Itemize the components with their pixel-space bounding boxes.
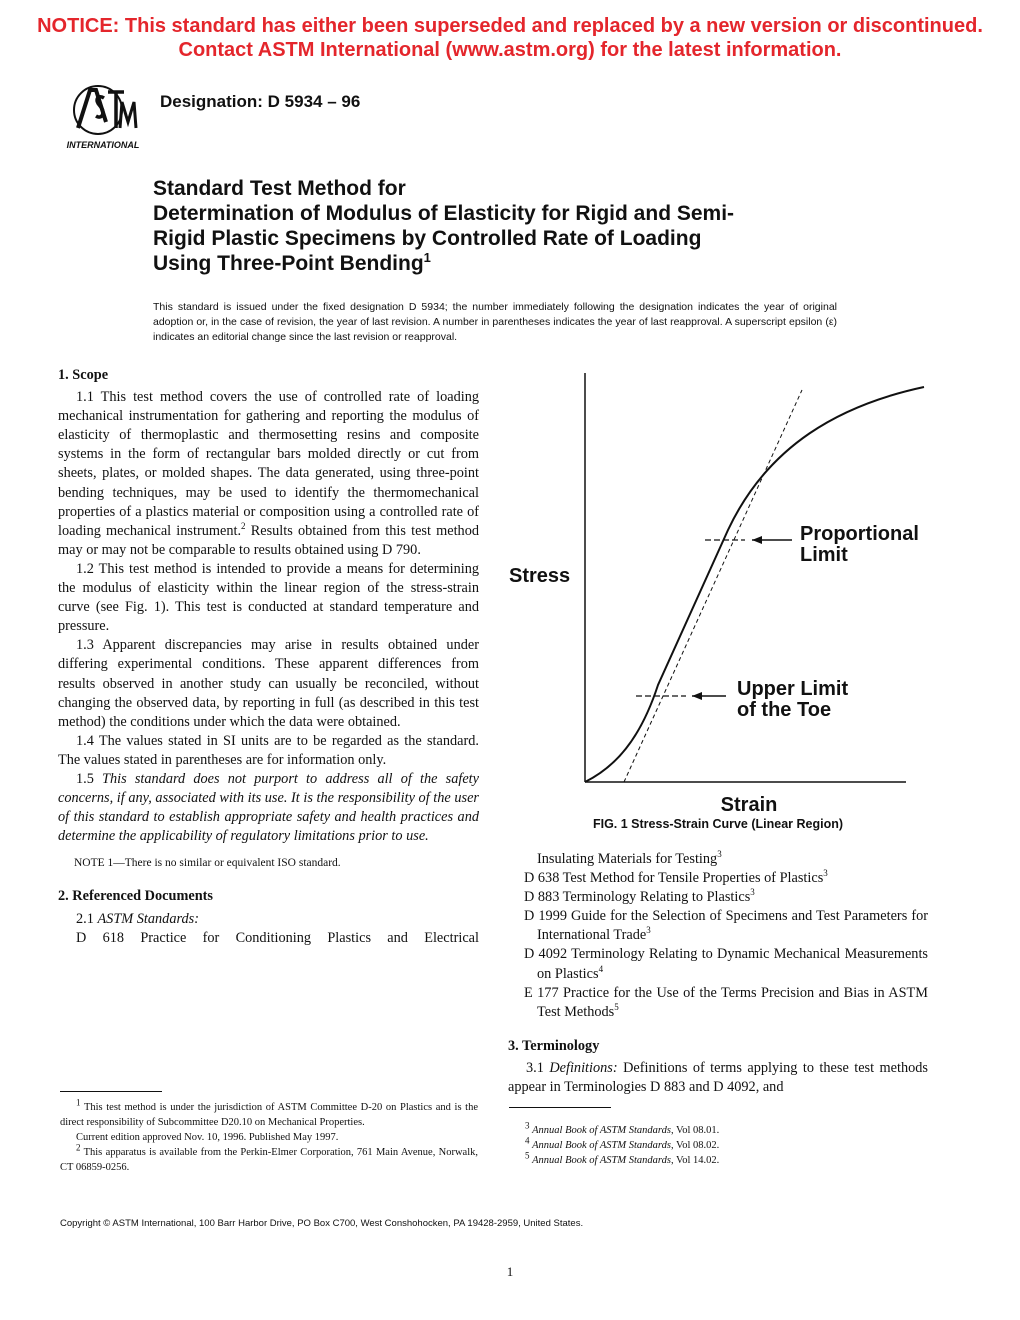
proportional-label-line-1: Proportional xyxy=(800,523,919,545)
title-line-3: Rigid Plastic Specimens by Controlled Rate of Loading xyxy=(153,227,702,250)
title-line-1: Standard Test Method for xyxy=(153,177,406,200)
footnote-rule xyxy=(60,1091,162,1092)
figure-caption: FIG. 1 Stress-Strain Curve (Linear Region) xyxy=(592,817,844,831)
supersede-notice xyxy=(0,14,1020,62)
toe-limit-arrowhead xyxy=(692,692,702,700)
reference-d618-start: D 618 Practice for Conditioning Plastics and Electrical xyxy=(76,929,479,946)
footnote-1-edition: Current edition approved Nov. 10, 1996. Published May 1997. xyxy=(76,1132,339,1143)
footnotes-left xyxy=(60,1091,478,1175)
section-heading-terminology: 3. Terminology xyxy=(508,1037,600,1054)
reference-d638: D 638 Test Method for Tensile Properties of Plastics$^3$ xyxy=(524,868,828,887)
paragraph-2-1: 2.1 ASTM Standards: xyxy=(76,910,199,927)
paragraph-1-5: 1.5 This standard does not purport to address all of the safety concerns, if any, associated with its use. It is the responsibility of the user of this standard to establish appropriate safety and health practices and determine the applicability of regulatory limitations prior to use. xyxy=(58,770,479,845)
footnote-2: $^2$ This apparatus is available from the Perkin-Elmer Corporation, 761 Main Avenue, Norwalk, CT 06859-0256. xyxy=(60,1142,478,1173)
x-axis-label: Strain xyxy=(720,794,778,816)
reference-d1999: D 1999 Guide for the Selection of Specimens and Test Parameters for International Trade$^3$ xyxy=(524,908,928,944)
document-title xyxy=(153,176,853,276)
paragraph-1-2: 1.2 This test method is intended to provide a means for determining the modulus of elasticity within the linear region of the stress-strain curve (see Fig. 1). This test is conducted at standard temperature and pressure. xyxy=(58,560,479,635)
astm-logo xyxy=(60,82,146,152)
reference-d883: D 883 Terminology Relating to Plastics$^3$ xyxy=(524,887,755,906)
y-axis-label: Stress xyxy=(509,565,571,587)
notice-line-1: NOTICE: This standard has either been superseded and replaced by a new version or discontinued. xyxy=(37,15,983,37)
reference-d4092: D 4092 Terminology Relating to Dynamic Mechanical Measurements on Plastics$^4$ xyxy=(524,946,928,982)
designation: Designation: D 5934 – 96 xyxy=(160,92,361,111)
paragraph-1-4: 1.4 The values stated in SI units are to be regarded as the standard. The values stated in parentheses are for information only. xyxy=(58,732,479,768)
reference-d618-end: Insulating Materials for Testing$^3$ xyxy=(537,849,722,867)
paragraph-1-3: 1.3 Apparent discrepancies may arise in results obtained under differing experimental conditions. These apparent differences from results observed in another study can usually be reconciled, without changing the observed data, by reporting in full (as described in this test method) the conditions under which the data were obtained. xyxy=(58,637,479,730)
toe-label-line-1: Upper Limit xyxy=(737,678,849,700)
footnote-3: $^3$ Annual Book of ASTM Standards, Vol 08.01. xyxy=(525,1120,720,1136)
paragraph-1-1: 1.1 This test method covers the use of controlled rate of loading mechanical instrumentation for gathering and reporting the modulus of elasticity of thermoplastic and thermosetting resins and composite systems in the form of rectangular bars molded directly or cut from sheets, plates, or molded shapes. The data generated, using three-point bending techniques, may be used to identify the thermomechanical properties of a plastics material or composition using a controlled rate of loading mechanical instrument.$^2$ Results obtained from this test method may or may not be comparable to results obtained using D 790. xyxy=(58,389,479,558)
title-line-2: Determination of Modulus of Elasticity for Rigid and Semi- xyxy=(153,202,735,225)
copyright-line: Copyright © ASTM International, 100 Barr Harbor Drive, PO Box C700, West Conshohocken, PA 19428-2959, United States. xyxy=(60,1218,584,1229)
footnote-5: $^5$ Annual Book of ASTM Standards, Vol 14.02. xyxy=(525,1150,720,1166)
logo-wordmark: INTERNATIONAL xyxy=(66,140,140,150)
linear-tangent-line xyxy=(624,390,802,782)
left-column xyxy=(58,366,479,948)
footnotes-right xyxy=(509,1107,929,1168)
title-line-4: Using Three-Point Bending xyxy=(153,252,424,275)
notice-line-2: Contact ASTM International (www.astm.org) for the latest information. xyxy=(178,39,842,61)
stress-strain-curve xyxy=(585,387,924,782)
section-heading-referenced: 2. Referenced Documents xyxy=(58,888,213,905)
footnote-4: $^4$ Annual Book of ASTM Standards, Vol 08.02. xyxy=(525,1135,720,1151)
right-column xyxy=(508,849,928,1097)
paragraph-3-1: 3.1 Definitions: Definitions of terms applying to these test methods appear in Terminologies D 883 and D 4092, and xyxy=(508,1059,928,1096)
proportional-limit-arrowhead xyxy=(752,536,762,544)
issuance-statement: This standard is issued under the fixed designation D 5934; the number immediately following the designation indicates the year of original adoption or, in the case of revision, the year of last revision. A number in parentheses indicates the year of last reapproval. A superscript epsilon (ε) indicates an editorial change since the last revision or reapproval. xyxy=(153,301,837,343)
toe-label-line-2: of the Toe xyxy=(737,699,832,721)
reference-e177: E 177 Practice for the Use of the Terms Precision and Bias in ASTM Test Methods$^5$ xyxy=(524,984,928,1020)
section-heading-scope: 1. Scope xyxy=(58,367,109,383)
stress-strain-figure xyxy=(500,365,940,835)
title-footnote-mark: 1 xyxy=(423,250,431,265)
page-number: 1 xyxy=(506,1264,514,1279)
footnote-1: $^1$ This test method is under the jurisdiction of ASTM Committee D-20 on Plastics and is the direct responsibility of Subcommittee D20.10 on Mechanical Properties. xyxy=(60,1097,478,1128)
footnote-rule-right xyxy=(509,1107,611,1108)
note-1: NOTE 1—There is no similar or equivalent ISO standard. xyxy=(74,857,341,870)
proportional-label-line-2: Limit xyxy=(800,544,848,566)
